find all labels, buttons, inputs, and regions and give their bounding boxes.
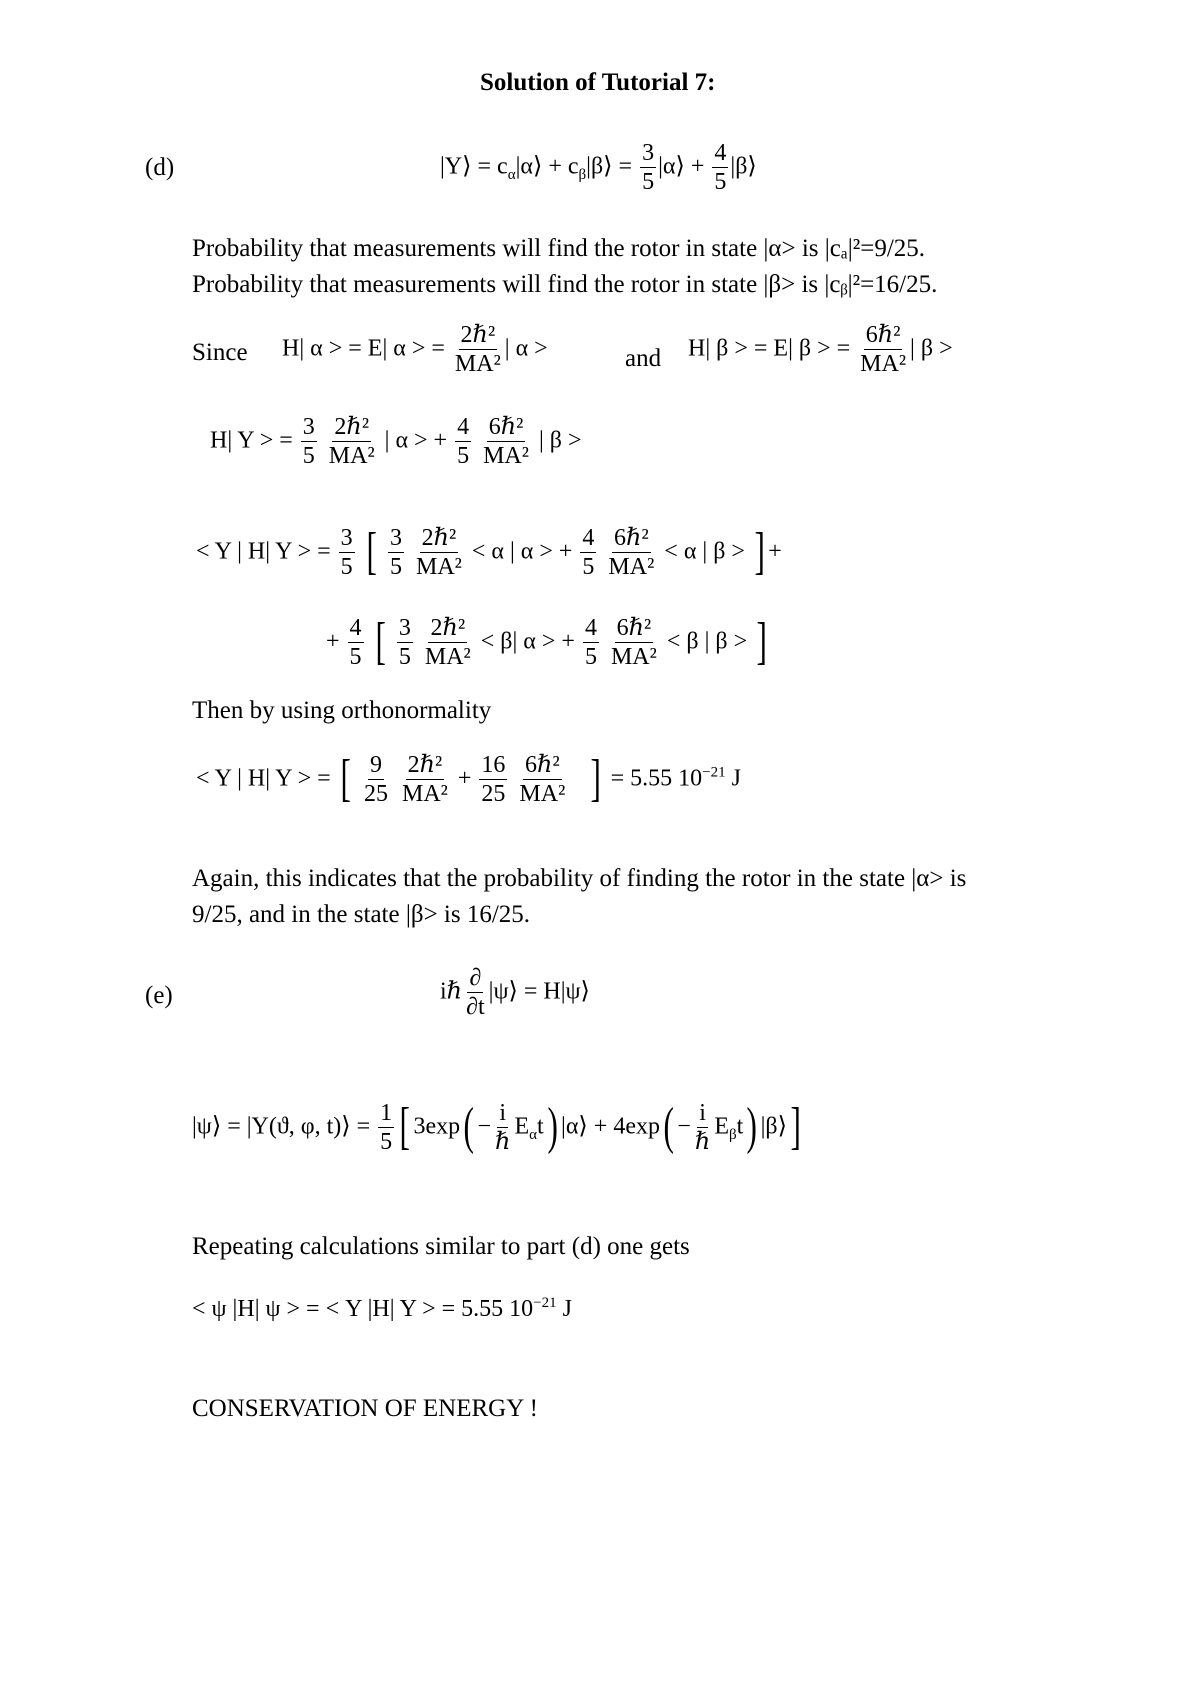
state-lhs: |Y⟩ bbox=[440, 153, 472, 180]
page-title: Solution of Tutorial 7: bbox=[480, 69, 716, 96]
ket-beta: |β⟩ bbox=[586, 153, 613, 180]
prob-line-1: Probability that measurements will find the rotor in state |α> is |cₐ|²=9/25. bbox=[192, 235, 926, 262]
h-alpha-eq: H| α > = E| α > = $\frac{\text{2ℏ²}}{\text{MA²}}$ | α > bbox=[282, 322, 548, 378]
schrodinger-eq: iℏ $\frac{\partial}{\partial t}$ |ψ⟩ = H|ψ⟩ bbox=[440, 965, 590, 1021]
conclusion-text: CONSERVATION OF ENERGY ! bbox=[192, 1395, 538, 1422]
repeat-text: Repeating calculations similar to part (d) one gets bbox=[192, 1233, 690, 1260]
h-beta-eq: H| β > = E| β > = $\frac{\text{6ℏ²}}{\text{MA²}}$ | β > bbox=[688, 322, 953, 378]
expect-row-2: + $\frac{4}{5}$ [ $\frac{3}{5}$ $\frac{\text{2ℏ²}}{\text{MA²}}$ < β| α > + $\frac{4}{5}$ $\frac{\text{6ℏ²}}{\text{MA²}}$ < β | β > ] bbox=[326, 613, 767, 671]
expect-row-1: < Y | H| Y > = $\frac{3}{5}$ [ $\frac{3}{5}$ $\frac{\text{2ℏ²}}{\text{MA²}}$ < α | α > + $\frac{4}{5}$ $\frac{\text{6ℏ²}}{\text{MA²}}$ < α | β > ] + bbox=[196, 523, 782, 581]
part-e-label: (e) bbox=[145, 982, 173, 1009]
frac-4-5: $\frac{4}{5}$ bbox=[714, 140, 727, 196]
c-alpha: c bbox=[497, 153, 508, 180]
result-eq: < Y | H| Y > = [ $\frac{9}{25}$ $\frac{\text{2ℏ²}}{\text{MA²}}$ + $\frac{16}{25}$ $\frac{\text{6ℏ²}}{\text{MA²}}$ ] = 5.55 $10^{-21}$ J bbox=[196, 750, 741, 808]
c-beta: c bbox=[567, 153, 579, 180]
orthonormality-text: Then by using orthonormality bbox=[192, 697, 492, 724]
and-label: and bbox=[625, 345, 662, 372]
hy-eq: H| Y > = $\frac{3}{5}$ $\frac{\text{2ℏ²}}{\text{MA²}}$ | α > + $\frac{4}{5}$ $\frac{\text{6ℏ²}}{\text{MA²}}$ | β > bbox=[210, 414, 582, 470]
frac-3-5: $\frac{3}{5}$ bbox=[642, 140, 655, 196]
again-line-1: Again, this indicates that the probability of finding the rotor in the state |α> is bbox=[192, 865, 967, 892]
part-d-label: (d) bbox=[145, 154, 175, 181]
prob-line-2: Probability that measurements will find the rotor in state |β> is |cᵦ|²=16/25. bbox=[192, 271, 938, 298]
psi-eq: |ψ⟩ = |Y(ϑ, φ, t)⟩ = $\frac{1}{5}$ [ 3exp( − $\frac{i}{\text{ℏ}}$ $E_\alpha t$) |α⟩ + 4exp( − $\frac{i}{\text{ℏ}}$ $E_\beta t$) |β⟩] bbox=[192, 1098, 801, 1156]
state-equation: |Y⟩ = $c_\alpha|\alpha⟩$ + $c_\beta|\beta⟩$ = $\frac{3}{5}$ |α⟩ + $\frac{4}{5}$ |β⟩ bbox=[440, 140, 757, 196]
since-label: Since bbox=[192, 339, 248, 366]
again-line-2: 9/25, and in the state |β> is 16/25. bbox=[192, 901, 531, 928]
final-eq: < ψ |H| ψ > = < Y |H| Y > = 5.55 $10^{-21}$ J bbox=[192, 1295, 572, 1322]
ket-alpha: |α⟩ bbox=[515, 153, 543, 180]
